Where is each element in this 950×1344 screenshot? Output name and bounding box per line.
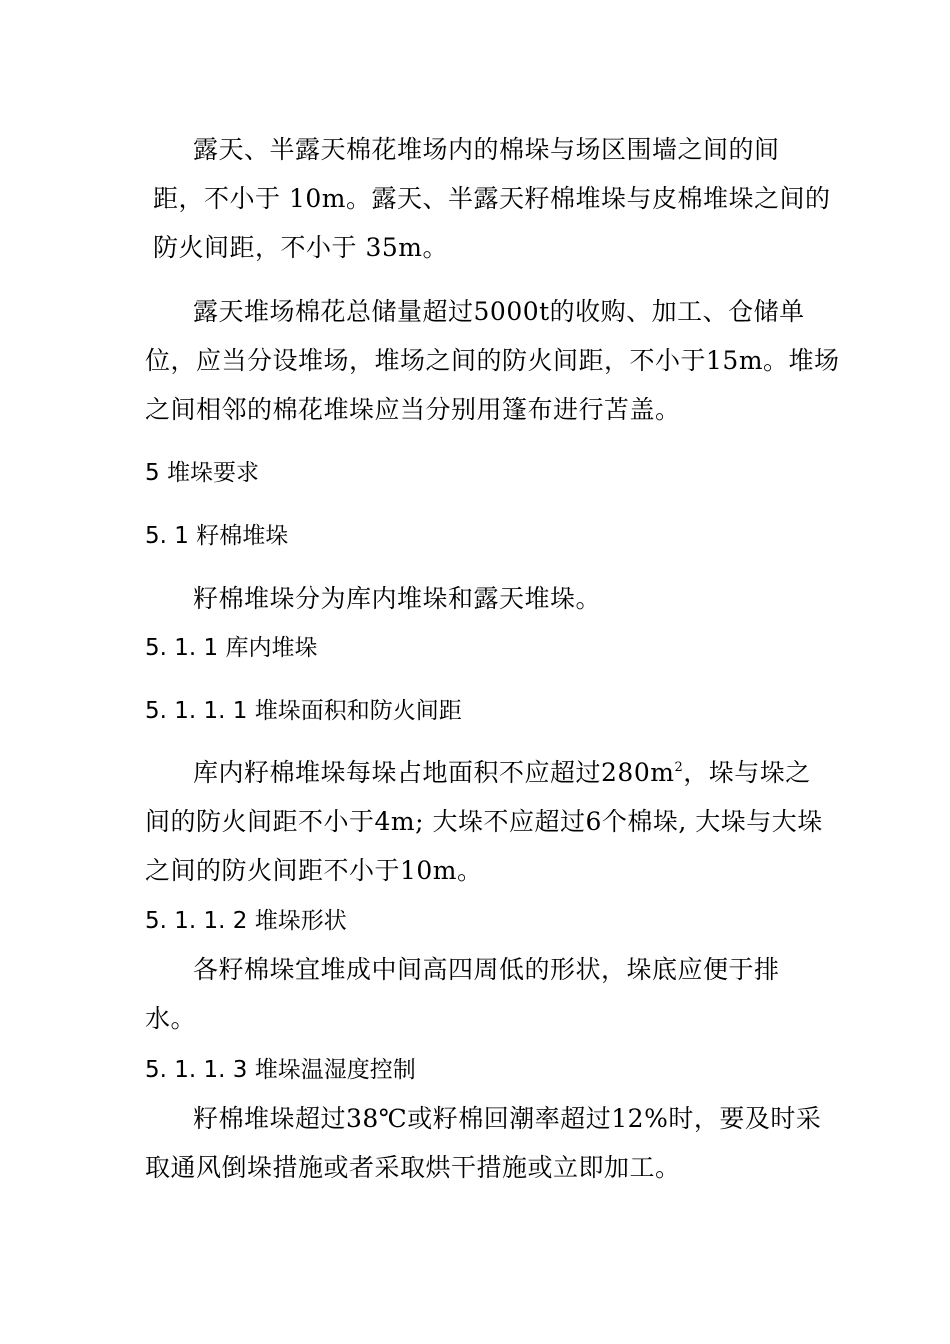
section-5-1-1-2-line-1: 各籽棉垛宜堆成中间高四周低的形状，垛底应便于排 xyxy=(193,955,780,984)
section-5-1-1-1-line-3: 之间的防火间距不小于10m。 xyxy=(145,856,483,885)
section-5-1-intro: 籽棉堆垛分为库内堆垛和露天堆垛。 xyxy=(193,584,602,613)
section-5-1-1-2-line-2: 水。 xyxy=(145,1004,197,1033)
area-text-tail: ，垛与垛之 xyxy=(683,758,811,787)
section-5-1-heading: 5. 1 籽棉堆垛 xyxy=(145,523,289,549)
section-5-1-1-heading: 5. 1. 1 库内堆垛 xyxy=(145,635,318,661)
section-5-heading: 5 堆垛要求 xyxy=(145,460,259,486)
paragraph-1-line-3: 防火间距，不小于 35m。 xyxy=(153,233,448,262)
section-5-1-1-2-heading: 5. 1. 1. 2 堆垛形状 xyxy=(145,908,347,934)
area-text: 库内籽棉堆垛每垛占地面积不应超过280m xyxy=(193,758,675,787)
section-5-1-1-1-line-1 xyxy=(193,758,811,788)
paragraph-1-line-1: 露天、半露天棉花堆场内的棉垛与场区围墙之间的间 xyxy=(193,135,780,164)
section-5-1-1-3-heading: 5. 1. 1. 3 堆垛温湿度控制 xyxy=(145,1057,416,1083)
superscript-2: 2 xyxy=(674,760,684,775)
paragraph-1-line-2: 距，不小于 10m。露天、半露天籽棉堆垛与皮棉堆垛之间的 xyxy=(153,184,831,213)
paragraph-2-line-3: 之间相邻的棉花堆垛应当分别用篷布进行苫盖。 xyxy=(145,395,681,424)
section-5-1-1-3-line-2: 取通风倒垛措施或者采取烘干措施或立即加工。 xyxy=(145,1153,681,1182)
section-5-1-1-3-line-1: 籽棉堆垛超过38℃或籽棉回潮率超过12%时，要及时采 xyxy=(193,1104,822,1133)
paragraph-2-line-2: 位，应当分设堆场，堆场之间的防火间距，不小于15m。堆场 xyxy=(145,346,840,375)
section-5-1-1-1-line-2: 间的防火间距不小于4m; 大垛不应超过6个棉垛, 大垛与大垛 xyxy=(145,807,823,836)
paragraph-2-line-1: 露天堆场棉花总储量超过5000t的收购、加工、仓储单 xyxy=(193,297,805,326)
section-5-1-1-1-heading: 5. 1. 1. 1 堆垛面积和防火间距 xyxy=(145,698,462,724)
